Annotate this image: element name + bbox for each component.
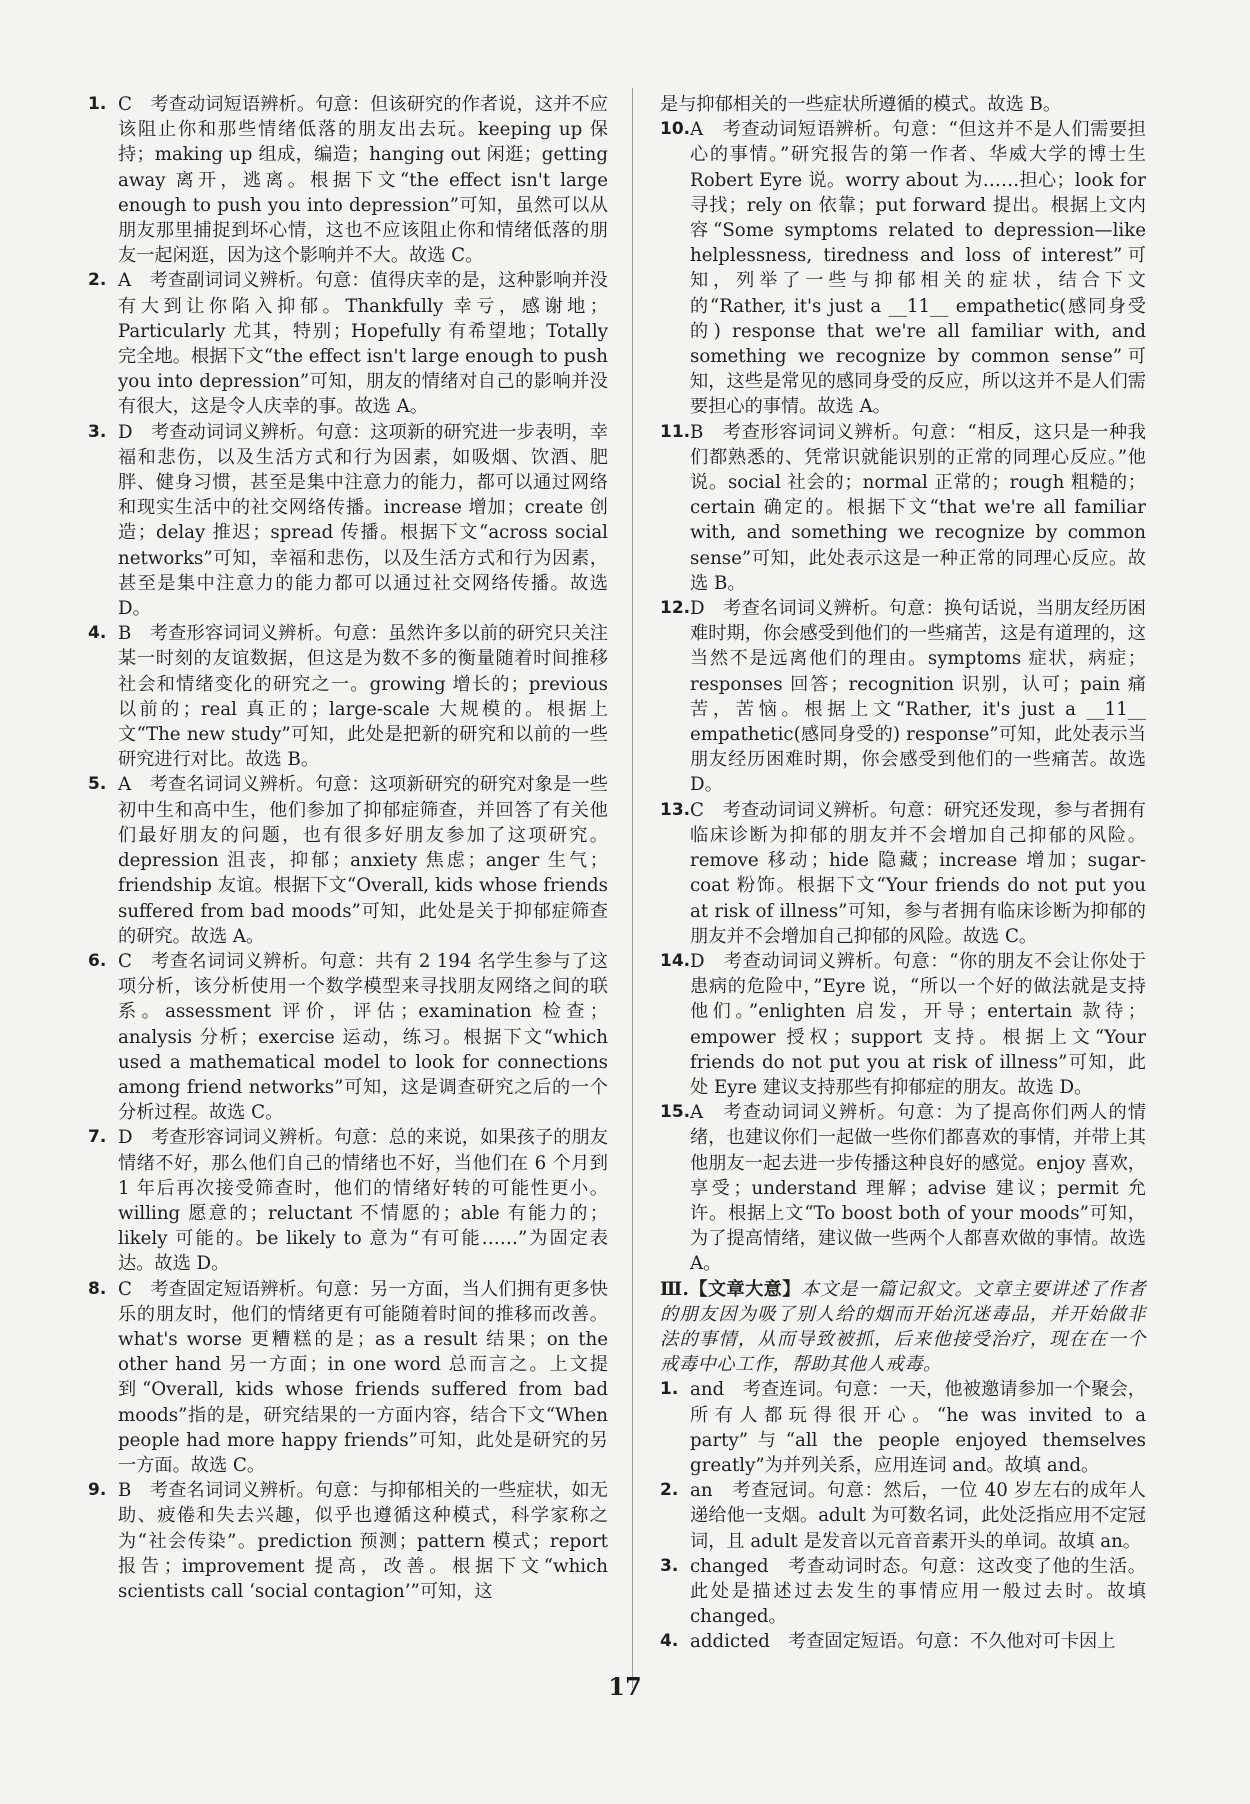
answer-number: 2. bbox=[660, 1480, 679, 1501]
answer-item bbox=[660, 1554, 1146, 1630]
answer-number: 13. bbox=[660, 799, 691, 820]
answer-item bbox=[88, 420, 608, 622]
answer-item bbox=[660, 798, 1146, 949]
answer-number: 2. bbox=[88, 270, 107, 291]
answer-item bbox=[660, 949, 1146, 1100]
answer-text: A 考查名词词义辨析。句意：这项新研究的研究对象是一些初中生和高中生，他们参加了抑郁症筛查，并回答了有关他们最好朋友的问题，也有很多好朋友参加了这项研究。depression 沮丧，抑郁；anxiety 焦虑；anger 生气；friendship 友谊。根据下文“Overall, kids whose friends suffered from bad moods”可知，此处是关于抑郁症筛查的研究。故选 A。 bbox=[118, 774, 608, 947]
answer-item bbox=[660, 117, 1146, 419]
section-answer-list bbox=[660, 1377, 1146, 1654]
answer-item bbox=[660, 1629, 1146, 1654]
answer-text: B 考查形容词词义辨析。句意：虽然许多以前的研究只关注某一时刻的友谊数据，但这是为数不多的衡量随着时间推移社会和情绪变化的研究之一。growing 增长的；previous 以前的；real 真正的；large-scale 大规模的。根据上文“The new study”可知，此处是把新的研究和以前的一些研究进行对比。故选 B。 bbox=[118, 623, 608, 771]
answer-text: 是与抑郁相关的一些症状所遵循的模式。故选 B。 bbox=[660, 94, 1062, 115]
answer-text: B 考查形容词词义辨析。句意：“相反，这只是一种我们都熟悉的、凭常识就能识别的正常的同理心反应。”他说。social 社会的；normal 正常的；rough 粗糙的；certain 确定的。根据下文“that we're all familiar with, and something we recognize by common sense”可知，此处表示这是一种正常的同理心反应。故选 B。 bbox=[690, 421, 1146, 594]
left-column bbox=[88, 92, 608, 1604]
answer-item bbox=[88, 1125, 608, 1276]
answer-item bbox=[660, 92, 1146, 117]
answer-number: 7. bbox=[88, 1127, 107, 1148]
section-summary-text: 本文是一篇记叙文。文章主要讲述了作者的朋友因为吸了别人给的烟而开始沉迷毒品，并开始做非法的事情，从而导致被抓，后来他接受治疗，现在在一个戒毒中心工作，帮助其他人戒毒。 bbox=[660, 1278, 1146, 1375]
answer-number: 3. bbox=[88, 421, 107, 442]
answer-text: A 考查动词短语辨析。句意：“但这并不是人们需要担心的事情。”研究报告的第一作者、华威大学的博士生 Robert Eyre 说。worry about 为……担心；look for 寻找；rely on 依靠；put forward 提出。根据上文内容“Some symptoms related to depression—like helplessness, tiredness and loss of interest”可知，列举了一些与抑郁相关的症状，结合下文的“Rather, it's just a __11__ empathetic(感同身受的) response that we're all familiar with, and something we recognize by common sense”可知，这些是常见的感同身受的反应，所以这并不是人们需要担心的事情。故选 A。 bbox=[690, 119, 1146, 418]
answer-number: 6. bbox=[88, 950, 107, 971]
answer-text: an 考查冠词。句意：然后，一位 40 岁左右的成年人递给他一支烟。adult 为可数名词，此处泛指应用不定冠词，且 adult 是发音以元音音素开头的单词。故填 an。 bbox=[690, 1480, 1146, 1552]
answer-text: C 考查动词词义辨析。句意：研究还发现，参与者拥有临床诊断为抑郁的朋友并不会增加自己抑郁的风险。remove 移动；hide 隐藏；increase 增加；sugar-coat 粉饰。根据下文“Your friends do not put you at risk of illness”可知，参与者拥有临床诊断为抑郁的朋友并不会增加自己抑郁的风险。故选 C。 bbox=[690, 799, 1146, 947]
answer-number: 9. bbox=[88, 1480, 107, 1501]
answer-item bbox=[88, 1277, 608, 1479]
answer-number: 1. bbox=[88, 94, 107, 114]
section-summary bbox=[660, 1277, 1146, 1378]
right-column bbox=[660, 92, 1146, 1655]
answer-item bbox=[660, 1377, 1146, 1478]
answer-text: addicted 考查固定短语。句意：不久他对可卡因上 bbox=[690, 1631, 1116, 1653]
answer-item bbox=[88, 621, 608, 772]
answer-item bbox=[88, 92, 608, 268]
answer-text: D 考查动词词义辨析。句意：“你的朋友不会让你处于患病的危险中，”Eyre 说，“所以一个好的做法就是支持他们。”enlighten 启发，开导；entertain 款待；empower 授权；support 支持。根据上文“Your friends do not put you at risk of illness”可知，此处 Eyre 建议支持那些有抑郁症的朋友。故选 D。 bbox=[690, 950, 1146, 1098]
answer-number: 3. bbox=[660, 1555, 679, 1576]
answer-number: 12. bbox=[660, 598, 691, 619]
answer-text: C 考查动词短语辨析。句意：但该研究的作者说，这并不应该阻止你和那些情绪低落的朋友出去玩。keeping up 保持；making up 组成，编造；hanging out 闲逛；getting away 离开，逃离。根据下文“the effect isn't large enough to push you into depression”可知，虽然可以从朋友那里捕捉到坏心情，这也不应该阻止你和情绪低落的朋友一起闲逛，因为这个影响并不大。故选 C。 bbox=[118, 94, 608, 267]
answer-text: A 考查动词词义辨析。句意：为了提高你们两人的情绪，也建议你们一起做一些你们都喜欢的事情，并带上其他朋友一起去进一步传播这种良好的感觉。enjoy 喜欢，享受；understand 理解；advise 建议；permit 允许。根据上文“To boost both of your moods”可知，为了提高情绪，建议做一些两个人都喜欢做的事情。故选 A。 bbox=[690, 1102, 1146, 1275]
answer-item bbox=[660, 596, 1146, 798]
answer-item bbox=[88, 949, 608, 1125]
column-divider bbox=[632, 88, 633, 1688]
answer-text: and 考查连词。句意：一天，他被邀请参加一个聚会，所有人都玩得很开心。“he was invited to a party”与“all the people enjoyed themselves greatly”为并列关系，应用连词 and。故填 and。 bbox=[690, 1379, 1146, 1476]
answer-number: 4. bbox=[660, 1631, 679, 1652]
page-number: 17 bbox=[608, 1672, 642, 1701]
answer-number: 1. bbox=[660, 1379, 679, 1400]
answer-text: A 考查副词词义辨析。句意：值得庆幸的是，这种影响并没有大到让你陷入抑郁。Thankfully 幸亏，感谢地；Particularly 尤其，特别；Hopefully 有希望地；Totally 完全地。根据下文“the effect isn't large enough to push you into depression”可知，朋友的情绪对自己的影响并没有很大，这是令人庆幸的事。故选 A。 bbox=[118, 270, 608, 418]
right-answer-list bbox=[660, 92, 1146, 1277]
answer-item bbox=[660, 1100, 1146, 1276]
answer-number: 5. bbox=[88, 774, 107, 795]
answer-item bbox=[660, 1478, 1146, 1554]
answer-number: 4. bbox=[88, 623, 107, 644]
answer-item bbox=[88, 268, 608, 419]
answer-text: C 考查名词词义辨析。句意：共有 2 194 名学生参与了这项分析，该分析使用一个数学模型来寻找朋友网络之间的联系。assessment 评价，评估；examination 检查；analysis 分析；exercise 运动，练习。根据下文“which used a mathematical model to look for connections among friend networks”可知，这是调查研究之后的一个分析过程。故选 C。 bbox=[118, 950, 608, 1124]
answer-item bbox=[88, 772, 608, 948]
answer-text: changed 考查动词时态。句意：这改变了他的生活。此处是描述过去发生的事情应用一般过去时。故填 changed。 bbox=[690, 1555, 1146, 1628]
answer-number: 10. bbox=[660, 119, 691, 140]
answer-text: D 考查形容词词义辨析。句意：总的来说，如果孩子的朋友情绪不好，那么他们自己的情绪也不好，当他们在 6 个月到 1 年后再次接受筛查时，他们的情绪好转的可能性更小。willing 愿意的；reluctant 不情愿的；able 有能力的；likely 可能的。be likely to 意为“有可能……”为固定表达。故选 D。 bbox=[118, 1127, 608, 1275]
answer-number: 15. bbox=[660, 1102, 691, 1123]
answer-text: B 考查名词词义辨析。句意：与抑郁相关的一些症状，如无助、疲倦和失去兴趣，似乎也遵循这种模式，科学家称之为“社会传染”。prediction 预测；pattern 模式；report 报告；improvement 提高，改善。根据下文“which scientists call ‘social contagion’”可知，这 bbox=[118, 1480, 608, 1602]
answer-item bbox=[660, 420, 1146, 596]
answer-number: 14. bbox=[660, 950, 691, 971]
answer-text: D 考查名词词义辨析。句意：换句话说，当朋友经历困难时期，你会感受到他们的一些痛苦，这是有道理的，这当然不是远离他们的理由。symptoms 症状，病症；responses 回答；recognition 识别，认可；pain 痛苦，苦恼。根据上文“Rather, it's just a __11__ empathetic(感同身受的) response”可知，此处表示当朋友经历困难时期，你会感受到他们的一些痛苦。故选 D。 bbox=[690, 598, 1146, 796]
answer-number: 11. bbox=[660, 421, 691, 442]
answer-text: C 考查固定短语辨析。句意：另一方面，当人们拥有更多快乐的朋友时，他们的情绪更有可能随着时间的推移而改善。what's worse 更糟糕的是；as a result 结果；on the other hand 另一方面；in one word 总而言之。上文提到“Overall, kids whose friends suffered from bad moods”指的是，研究结果的一方面内容，结合下文“When people had more happy friends”可知，此处是研究的另一方面。故选 C。 bbox=[118, 1278, 608, 1476]
section-title: Ⅲ.【文章大意】 bbox=[660, 1278, 801, 1300]
answer-text: D 考查动词词义辨析。句意：这项新的研究进一步表明，幸福和悲伤，以及生活方式和行为因素，如吸烟、饮酒、肥胖、健身习惯，甚至是集中注意力的能力，都可以通过网络和现实生活中的社交网络传播。increase 增加；create 创造；delay 推迟；spread 传播。根据下文“across social networks”可知，幸福和悲伤，以及生活方式和行为因素，甚至是集中注意力的能力都可以通过社交网络传播。故选 D。 bbox=[118, 421, 608, 620]
answer-item bbox=[88, 1478, 608, 1604]
answer-number: 8. bbox=[88, 1278, 107, 1299]
